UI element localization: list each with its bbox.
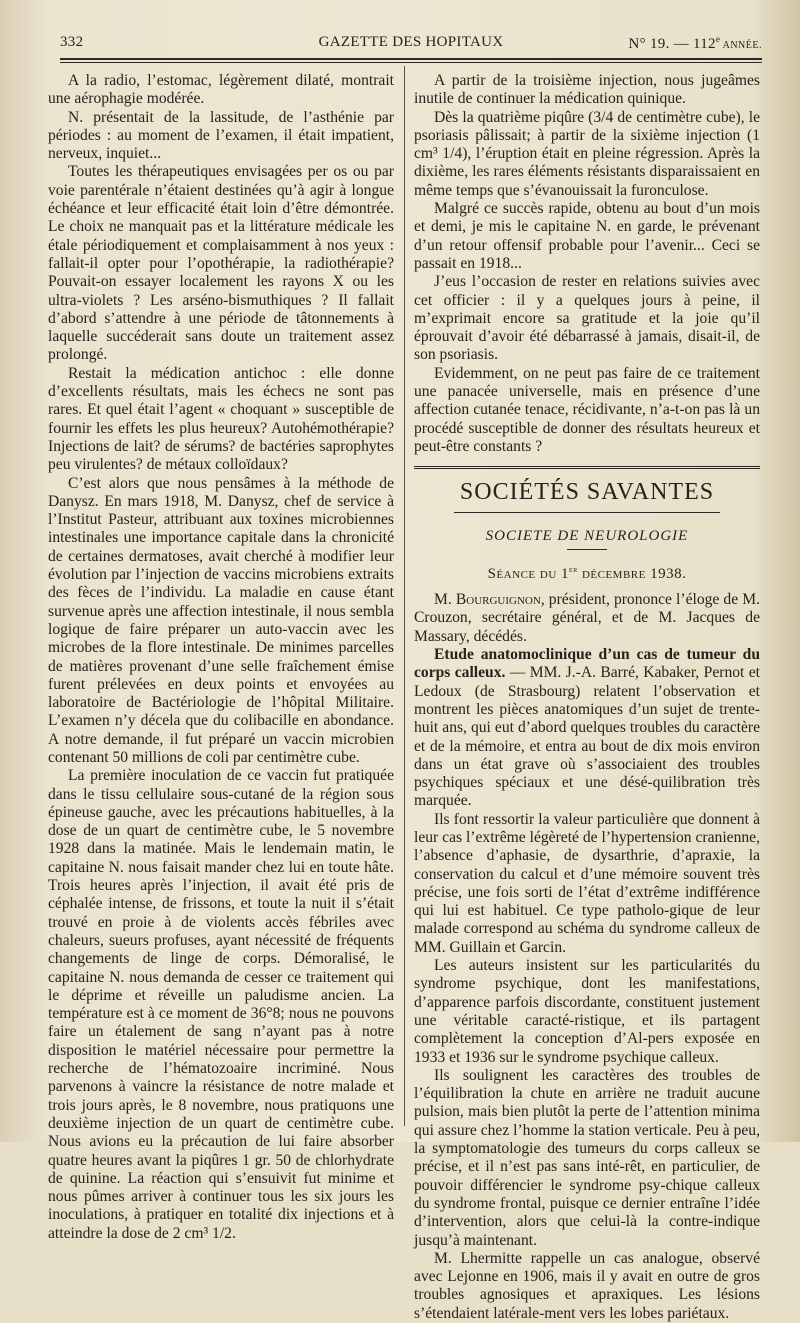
paragraph: N. présentait de la lassitude, de l’asthénie par périodes : au moment de l’examen, il était impatient, nerveux, inquiet... xyxy=(48,108,394,163)
seance-date xyxy=(414,560,760,583)
paragraph: A la radio, l’estomac, légèrement dilaté, montrait une aérophagie modérée. xyxy=(48,72,394,108)
paragraph: C’est alors que nous pensâmes à la méthode de Danysz. En mars 1918, M. Danysz, chef de service à l’Institut Pasteur, attribuant aux toxines microbiennes intestinales une importance capitale dans la chronicité de certaines dermatoses, avait cherché à modifier leur évolution par l’injection de vaccins microbiens extraits des fèces de l’individu. La maladie en cause étant survenue après une affection intestinale, il nous sembla logique de faire préparer un auto-vaccin avec les microbes de la flore intestinale. De minimes parcelles de matières provenant d’une selle fraîchement émise furent prélevées en deux points et envoyées au laboratoire de Bactériologie de l’hôpital Militaire. L’examen n’y décela que du colibacille en abondance. A notre demande, il fut préparé un vaccin microbien contenant 50 millions de coli par centimètre cube. xyxy=(48,474,394,766)
paragraph: Dès la quatrième piqûre (3/4 de centimètre cube), le psoriasis pâlissait; à partir de la sixième injection (1 cm³ 1/4), l’éruption était en pleine régression. Après la dixième, les rares éléments résistants disparaissaient en même temps que s’évanouissait la furonculose. xyxy=(414,108,760,199)
article-paragraph xyxy=(414,646,760,811)
section-subrule xyxy=(454,512,720,513)
eloge-text: , président, prononce l’éloge de M. Crouzon, secrétaire général, et de M. Jacques de Massary, décédés. xyxy=(414,591,760,645)
paragraph: A partir de la troisième injection, nous jugeâmes inutile de continuer la médication quinique. xyxy=(414,72,760,108)
paragraph: Ils soulignent les caractères des troubles de l’équilibration la chute en arrière ne traduit aucune pulsion, mais bien plutôt la perte de l’attention minima qui assure chez l’homme la station verticale. Peu à peu, la symptomatologie des tumeurs du corps calleux se précise, et il n’est pas sans inté-rêt, en particulier, de pouvoir différencier le syndrome psy-chique calleux du syndrome frontal, puisque ce dernier entraîne l’idée d’intervention, alors que celui-là la contre-indique jusqu’à maintenant. xyxy=(414,1066,760,1249)
column-divider xyxy=(404,66,405,1126)
paragraph: Malgré ce succès rapide, obtenu au bout d’un mois et demi, je mis le capitaine N. en garde, le prévenant d’un retour offensif probable pour l’avenir... Ceci se passait en 1918... xyxy=(414,200,760,272)
header-rule xyxy=(60,58,762,60)
paragraph: La première inoculation de ce vaccin fut pratiquée dans le tissu cellulaire sous-cutané de la région sous épineuse gauche, avec les précautions habituelles, à la dose de un quart de centimètre cube, le 5 novembre 1928 dans la matinée. Mais le lendemain matin, le capitaine N. nous faisait mander chez lui en toute hâte. Trois heures après l’injection, il avait été pris de céphalée intense, de frissons, et toute la nuit il s’était trouvé en proie à de violents accès fébriles avec chaleurs, sueurs profuses, ayant nécessité de fréquents changements de linge de corps. Démoralisé, le capitaine N. nous demanda de cesser ce traitement qui le déprime et réveille un paludisme ancien. La température est à ce moment de 36°8; nous ne pouvons faire un étalement de sang n’ayant pas à notre disposition le matériel nécessaire pour permettre la recherche de l’hématozoaire incriminé. Nous parvenons à vaincre la résistance de notre malade et trois jours après, le 8 novembre, nous pratiquons une deuxième injection de un quart de centimètre cube. Nous avions eu la précaution de lui faire absorber quatre heures avant la piqûres 1 gr. 50 de chlorhydrate de quinine. La réaction qui s’ensuivit fut minime et nous pûmes arriver à continuer tous les six jours les inoculations, à pratiquer en totalité dix injections et à atteindre la dose de 2 cm³ 1/2. xyxy=(48,767,394,1242)
section-rule xyxy=(414,466,760,469)
paragraph: Evidemment, on ne peut pas faire de ce traitement une panacée universelle, mais en présence d’une affection cutanée tenace, récidivante, n’a-t-on pas là un procédé susceptible de donner des résultats heureux et peut-être constants ? xyxy=(414,364,760,455)
paragraph: M. Lhermitte rappelle un cas analogue, observé avec Lejonne en 1906, mais il y avait en outre de gros troubles agnosiques et apraxiques. Les lésions s’étendaient latérale-ment vers les lobes pariétaux. xyxy=(414,1249,760,1322)
seance-sup: er xyxy=(569,563,578,574)
page-number: 332 xyxy=(60,34,84,50)
page-header xyxy=(60,30,762,56)
right-column xyxy=(414,72,760,1323)
paragraph: Restait la médication antichoc : elle donne d’excellents résultats, mais les échecs ne sont pas rares. Et quel était l’agent « choquant » susceptible de fournir les effets les plus heureux? Autohémothérapie? Injections de lait? de sérums? de bactéries saprophytes peu virulentes? de métaux colloïdaux? xyxy=(48,364,394,474)
seance-suffix: décembre 1938. xyxy=(577,565,687,582)
eloge-paragraph xyxy=(414,591,760,646)
society-title: SOCIETE DE NEUROLOGIE xyxy=(485,527,689,544)
article-authors: — MM. J.-A. Barré, Kabaker, Pernot et Ledoux xyxy=(414,664,760,700)
header-rule-thin xyxy=(60,62,762,63)
issue-number: N° 19. — 112 xyxy=(628,36,716,52)
paragraph: Toutes les thérapeutiques envisagées per os ou par voie parentérale n’étaient destinées qu’à agir à longue échéance et leur efficacité était loin d’être démontrée. Le choix ne manquait pas et la littérature médicale les étale périodiquement et complaisamment à nos yeux : fallait-il opter pour l’opothérapie, la radiothérapie? Pouvait-on essayer localement les rayons X ou les ultra-violets ? Les arséno-bismuthiques ? Il fallait d’abord s’attendre à une période de tâtonnements à laquelle succéderait sans doute un traitement assez prolongé. xyxy=(48,163,394,364)
journal-title: GAZETTE DES HOPITAUX xyxy=(318,34,504,50)
eloge-lead: M. Bourguignon xyxy=(434,591,541,609)
issue-year: ANNÉE. xyxy=(720,40,762,51)
paragraph: Les auteurs insistent sur les particularités du syndrome psychique, dont les manifestations, d’apparence parfois discordante, constituent justement une véritable caracté-ristique, et ils partagent complètement la conception d’Al-pers exposée en 1933 et 1936 sur le syndrome psychique calleux. xyxy=(414,957,760,1066)
seance-prefix: Séance du 1 xyxy=(487,565,570,582)
left-column xyxy=(48,72,394,1243)
paragraph: J’eus l’occasion de rester en relations suivies avec cet officier : il y a quelques jours à peine, il m’exprimait encore sa gratitude et la joie qu’il éprouvait d’avoir été débarrassé à jamais, disait-il, de son psoriasis. xyxy=(414,273,760,364)
paragraph: Ils font ressortir la valeur particulière que donnent à leur cas l’extrême légèreté de l’hypertension cranienne, l’absence d’aphasie, de dysarthrie, d’apraxie, la conservation du calcul et d’une mémoire souvent très précise, une fois sorti de l’état d’extrême indifférence qui lui est habituel. Ce type patholo-gique de leur malade correspond au schéma du syndrome calleux de MM. Guillain et Garcin. xyxy=(414,810,760,956)
article-title: Etude anatomoclinique d’un cas de tumeur du corps calleux. xyxy=(414,646,760,682)
issue-info xyxy=(628,34,762,53)
issue-sup: e xyxy=(715,34,721,44)
short-rule xyxy=(567,549,607,550)
section-title: SOCIÉTÉS SAVANTES xyxy=(459,479,715,506)
article-text: (de Strasbourg) relatent l’observation et montrent les pièces anatomiques d’un sujet de trente-huit ans, qui eut d’abord quelques troubles du caractère et de la mémoire, et entra au bout de dix mois environ dans un état grave où s’associaient des troubles psychiques spéciaux et une désé-quilibration très marquée. xyxy=(414,682,760,810)
